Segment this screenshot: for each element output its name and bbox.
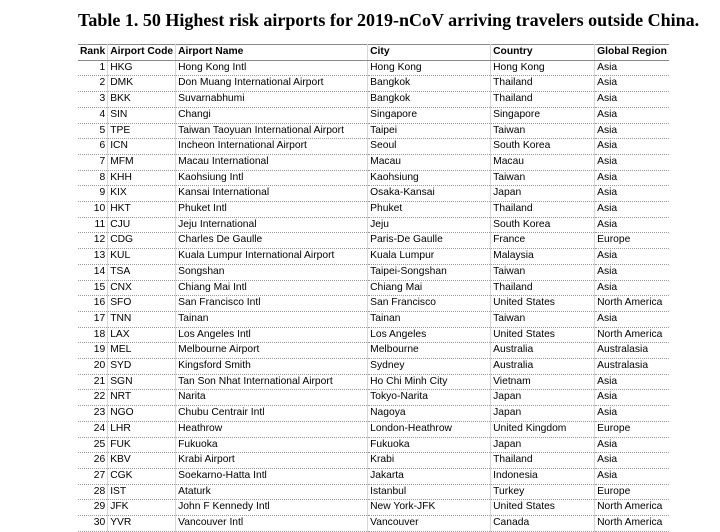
cell-rank: 17 — [78, 311, 108, 327]
table-row — [78, 139, 669, 155]
cell-airport-code: NRT — [108, 390, 176, 406]
cell-country: Indonesia — [491, 468, 595, 484]
cell-airport-code: SIN — [108, 107, 176, 123]
cell-rank: 29 — [78, 500, 108, 516]
cell-city: Vancouver — [368, 516, 491, 532]
cell-rank: 28 — [78, 484, 108, 500]
cell-rank: 23 — [78, 406, 108, 422]
table-row — [78, 92, 669, 108]
cell-global-region: Asia — [595, 60, 669, 76]
cell-country: France — [491, 233, 595, 249]
cell-city: San Francisco — [368, 296, 491, 312]
cell-airport-code: SGN — [108, 374, 176, 390]
cell-global-region: Asia — [595, 374, 669, 390]
cell-global-region: Asia — [595, 202, 669, 218]
cell-country: Canada — [491, 516, 595, 532]
cell-city: Tainan — [368, 311, 491, 327]
table-title: Table 1. 50 Highest risk airports for 2019-nCoV arriving travelers outside China. — [78, 10, 700, 30]
table-row — [78, 421, 669, 437]
cell-city: Bangkok — [368, 92, 491, 108]
cell-global-region: Asia — [595, 76, 669, 92]
cell-global-region: Asia — [595, 280, 669, 296]
table-row — [78, 296, 669, 312]
cell-rank: 20 — [78, 359, 108, 375]
cell-global-region: Asia — [595, 139, 669, 155]
cell-city: Sydney — [368, 359, 491, 375]
cell-city: Nagoya — [368, 406, 491, 422]
cell-city: Taipei — [368, 123, 491, 139]
cell-airport-name: John F Kennedy Intl — [176, 500, 368, 516]
table-row — [78, 359, 669, 375]
cell-country: Macau — [491, 154, 595, 170]
cell-airport-name: Kuala Lumpur International Airport — [176, 249, 368, 265]
cell-rank: 5 — [78, 123, 108, 139]
cell-airport-name: Heathrow — [176, 421, 368, 437]
cell-global-region: Asia — [595, 453, 669, 469]
cell-airport-name: San Francisco Intl — [176, 296, 368, 312]
cell-rank: 1 — [78, 60, 108, 76]
cell-airport-code: HKT — [108, 202, 176, 218]
header-row — [78, 45, 669, 61]
cell-global-region: Asia — [595, 249, 669, 265]
cell-airport-name: Songshan — [176, 264, 368, 280]
table-row — [78, 154, 669, 170]
cell-airport-name: Phuket Intl — [176, 202, 368, 218]
cell-airport-name: Chiang Mai Intl — [176, 280, 368, 296]
cell-city: Jeju — [368, 217, 491, 233]
cell-country: Japan — [491, 186, 595, 202]
cell-country: Japan — [491, 390, 595, 406]
table-row — [78, 343, 669, 359]
cell-rank: 30 — [78, 516, 108, 532]
cell-country: Taiwan — [491, 311, 595, 327]
cell-rank: 8 — [78, 170, 108, 186]
cell-global-region: Asia — [595, 107, 669, 123]
cell-country: Singapore — [491, 107, 595, 123]
cell-city: Jakarta — [368, 468, 491, 484]
cell-country: Taiwan — [491, 123, 595, 139]
table-row — [78, 437, 669, 453]
cell-airport-code: JFK — [108, 500, 176, 516]
cell-country: Australia — [491, 343, 595, 359]
table-row — [78, 516, 669, 532]
cell-airport-name: Incheon International Airport — [176, 139, 368, 155]
cell-airport-name: Tan Son Nhat International Airport — [176, 374, 368, 390]
cell-country: South Korea — [491, 139, 595, 155]
cell-city: Kuala Lumpur — [368, 249, 491, 265]
cell-country: Thailand — [491, 453, 595, 469]
cell-rank: 7 — [78, 154, 108, 170]
cell-airport-name: Charles De Gaulle — [176, 233, 368, 249]
cell-rank: 24 — [78, 421, 108, 437]
cell-city: Paris-De Gaulle — [368, 233, 491, 249]
cell-airport-code: BKK — [108, 92, 176, 108]
cell-country: United States — [491, 296, 595, 312]
cell-country: United States — [491, 500, 595, 516]
table-row — [78, 60, 669, 76]
cell-airport-name: Suvarnabhumi — [176, 92, 368, 108]
table-row — [78, 453, 669, 469]
cell-airport-code: LAX — [108, 327, 176, 343]
cell-airport-name: Vancouver Intl — [176, 516, 368, 532]
table-row — [78, 390, 669, 406]
table-row — [78, 468, 669, 484]
header-airport-code: Airport Code — [108, 45, 176, 61]
cell-rank: 19 — [78, 343, 108, 359]
cell-rank: 12 — [78, 233, 108, 249]
cell-airport-name: Kansai International — [176, 186, 368, 202]
cell-rank: 6 — [78, 139, 108, 155]
cell-global-region: Australasia — [595, 343, 669, 359]
cell-city: Kaohsiung — [368, 170, 491, 186]
cell-airport-code: TNN — [108, 311, 176, 327]
cell-airport-name: Melbourne Airport — [176, 343, 368, 359]
header-rank: Rank — [78, 45, 108, 61]
cell-airport-name: Kaohsiung Intl — [176, 170, 368, 186]
cell-global-region: Asia — [595, 123, 669, 139]
cell-global-region: Asia — [595, 170, 669, 186]
cell-country: Thailand — [491, 92, 595, 108]
cell-rank: 10 — [78, 202, 108, 218]
cell-airport-code: SFO — [108, 296, 176, 312]
cell-global-region: Europe — [595, 233, 669, 249]
cell-city: New York-JFK — [368, 500, 491, 516]
cell-global-region: Asia — [595, 186, 669, 202]
table-row — [78, 374, 669, 390]
cell-country: Thailand — [491, 76, 595, 92]
cell-rank: 25 — [78, 437, 108, 453]
table-row — [78, 170, 669, 186]
cell-airport-name: Kingsford Smith — [176, 359, 368, 375]
cell-rank: 2 — [78, 76, 108, 92]
cell-airport-name: Don Muang International Airport — [176, 76, 368, 92]
cell-city: Taipei-Songshan — [368, 264, 491, 280]
cell-airport-code: TPE — [108, 123, 176, 139]
cell-country: Taiwan — [491, 170, 595, 186]
cell-airport-code: KBV — [108, 453, 176, 469]
cell-country: Turkey — [491, 484, 595, 500]
cell-rank: 21 — [78, 374, 108, 390]
cell-country: Thailand — [491, 280, 595, 296]
cell-city: Macau — [368, 154, 491, 170]
cell-global-region: Australasia — [595, 359, 669, 375]
cell-city: Osaka-Kansai — [368, 186, 491, 202]
table-row — [78, 202, 669, 218]
cell-airport-name: Soekarno-Hatta Intl — [176, 468, 368, 484]
cell-airport-name: Taiwan Taoyuan International Airport — [176, 123, 368, 139]
cell-airport-code: CDG — [108, 233, 176, 249]
cell-airport-code: FUK — [108, 437, 176, 453]
airport-risk-table — [78, 44, 669, 532]
cell-airport-code: KHH — [108, 170, 176, 186]
cell-city: London-Heathrow — [368, 421, 491, 437]
cell-airport-code: MEL — [108, 343, 176, 359]
header-global-region: Global Region — [595, 45, 669, 61]
cell-country: Taiwan — [491, 264, 595, 280]
table-row — [78, 217, 669, 233]
cell-airport-code: HKG — [108, 60, 176, 76]
cell-rank: 13 — [78, 249, 108, 265]
cell-global-region: Asia — [595, 406, 669, 422]
cell-country: Japan — [491, 437, 595, 453]
table-row — [78, 311, 669, 327]
table-row — [78, 76, 669, 92]
cell-global-region: North America — [595, 327, 669, 343]
cell-global-region: Europe — [595, 484, 669, 500]
table-row — [78, 500, 669, 516]
cell-airport-name: Tainan — [176, 311, 368, 327]
header-airport-name: Airport Name — [176, 45, 368, 61]
cell-airport-code: NGO — [108, 406, 176, 422]
cell-airport-code: IST — [108, 484, 176, 500]
cell-city: Krabi — [368, 453, 491, 469]
cell-global-region: Asia — [595, 468, 669, 484]
cell-rank: 3 — [78, 92, 108, 108]
cell-airport-name: Hong Kong Intl — [176, 60, 368, 76]
cell-country: Japan — [491, 406, 595, 422]
cell-rank: 22 — [78, 390, 108, 406]
cell-global-region: Asia — [595, 264, 669, 280]
cell-global-region: Asia — [595, 437, 669, 453]
cell-airport-name: Jeju International — [176, 217, 368, 233]
cell-airport-code: DMK — [108, 76, 176, 92]
cell-city: Seoul — [368, 139, 491, 155]
cell-airport-code: KUL — [108, 249, 176, 265]
cell-airport-code: MFM — [108, 154, 176, 170]
table-row — [78, 406, 669, 422]
cell-city: Singapore — [368, 107, 491, 123]
cell-airport-name: Changi — [176, 107, 368, 123]
table-row — [78, 107, 669, 123]
cell-airport-name: Krabi Airport — [176, 453, 368, 469]
cell-country: South Korea — [491, 217, 595, 233]
cell-global-region: North America — [595, 296, 669, 312]
cell-global-region: Asia — [595, 390, 669, 406]
table-row — [78, 123, 669, 139]
cell-rank: 4 — [78, 107, 108, 123]
cell-rank: 9 — [78, 186, 108, 202]
cell-airport-code: ICN — [108, 139, 176, 155]
cell-airport-code: CNX — [108, 280, 176, 296]
cell-city: Tokyo-Narita — [368, 390, 491, 406]
cell-country: United States — [491, 327, 595, 343]
cell-city: Phuket — [368, 202, 491, 218]
cell-airport-name: Ataturk — [176, 484, 368, 500]
cell-global-region: Asia — [595, 217, 669, 233]
cell-airport-code: CJU — [108, 217, 176, 233]
cell-airport-code: KIX — [108, 186, 176, 202]
cell-airport-code: SYD — [108, 359, 176, 375]
cell-country: Thailand — [491, 202, 595, 218]
cell-city: Bangkok — [368, 76, 491, 92]
cell-city: Istanbul — [368, 484, 491, 500]
cell-airport-name: Los Angeles Intl — [176, 327, 368, 343]
cell-rank: 14 — [78, 264, 108, 280]
cell-rank: 26 — [78, 453, 108, 469]
cell-rank: 27 — [78, 468, 108, 484]
cell-airport-code: CGK — [108, 468, 176, 484]
cell-country: Vietnam — [491, 374, 595, 390]
cell-city: Hong Kong — [368, 60, 491, 76]
table-row — [78, 484, 669, 500]
cell-rank: 18 — [78, 327, 108, 343]
cell-city: Melbourne — [368, 343, 491, 359]
cell-airport-name: Fukuoka — [176, 437, 368, 453]
table-row — [78, 280, 669, 296]
cell-airport-code: TSA — [108, 264, 176, 280]
cell-airport-name: Narita — [176, 390, 368, 406]
cell-city: Ho Chi Minh City — [368, 374, 491, 390]
cell-country: United Kingdom — [491, 421, 595, 437]
cell-country: Malaysia — [491, 249, 595, 265]
cell-global-region: Asia — [595, 154, 669, 170]
header-city: City — [368, 45, 491, 61]
cell-city: Los Angeles — [368, 327, 491, 343]
cell-country: Australia — [491, 359, 595, 375]
cell-airport-name: Chubu Centrair Intl — [176, 406, 368, 422]
cell-city: Fukuoka — [368, 437, 491, 453]
table-row — [78, 233, 669, 249]
table-row — [78, 327, 669, 343]
table-row — [78, 186, 669, 202]
cell-global-region: Asia — [595, 311, 669, 327]
cell-rank: 11 — [78, 217, 108, 233]
cell-global-region: Europe — [595, 421, 669, 437]
cell-global-region: Asia — [595, 92, 669, 108]
cell-rank: 15 — [78, 280, 108, 296]
cell-global-region: North America — [595, 516, 669, 532]
cell-global-region: North America — [595, 500, 669, 516]
cell-airport-code: LHR — [108, 421, 176, 437]
cell-rank: 16 — [78, 296, 108, 312]
cell-country: Hong Kong — [491, 60, 595, 76]
cell-airport-code: YVR — [108, 516, 176, 532]
cell-airport-name: Macau International — [176, 154, 368, 170]
header-country: Country — [491, 45, 595, 61]
table-row — [78, 264, 669, 280]
cell-city: Chiang Mai — [368, 280, 491, 296]
table-row — [78, 249, 669, 265]
